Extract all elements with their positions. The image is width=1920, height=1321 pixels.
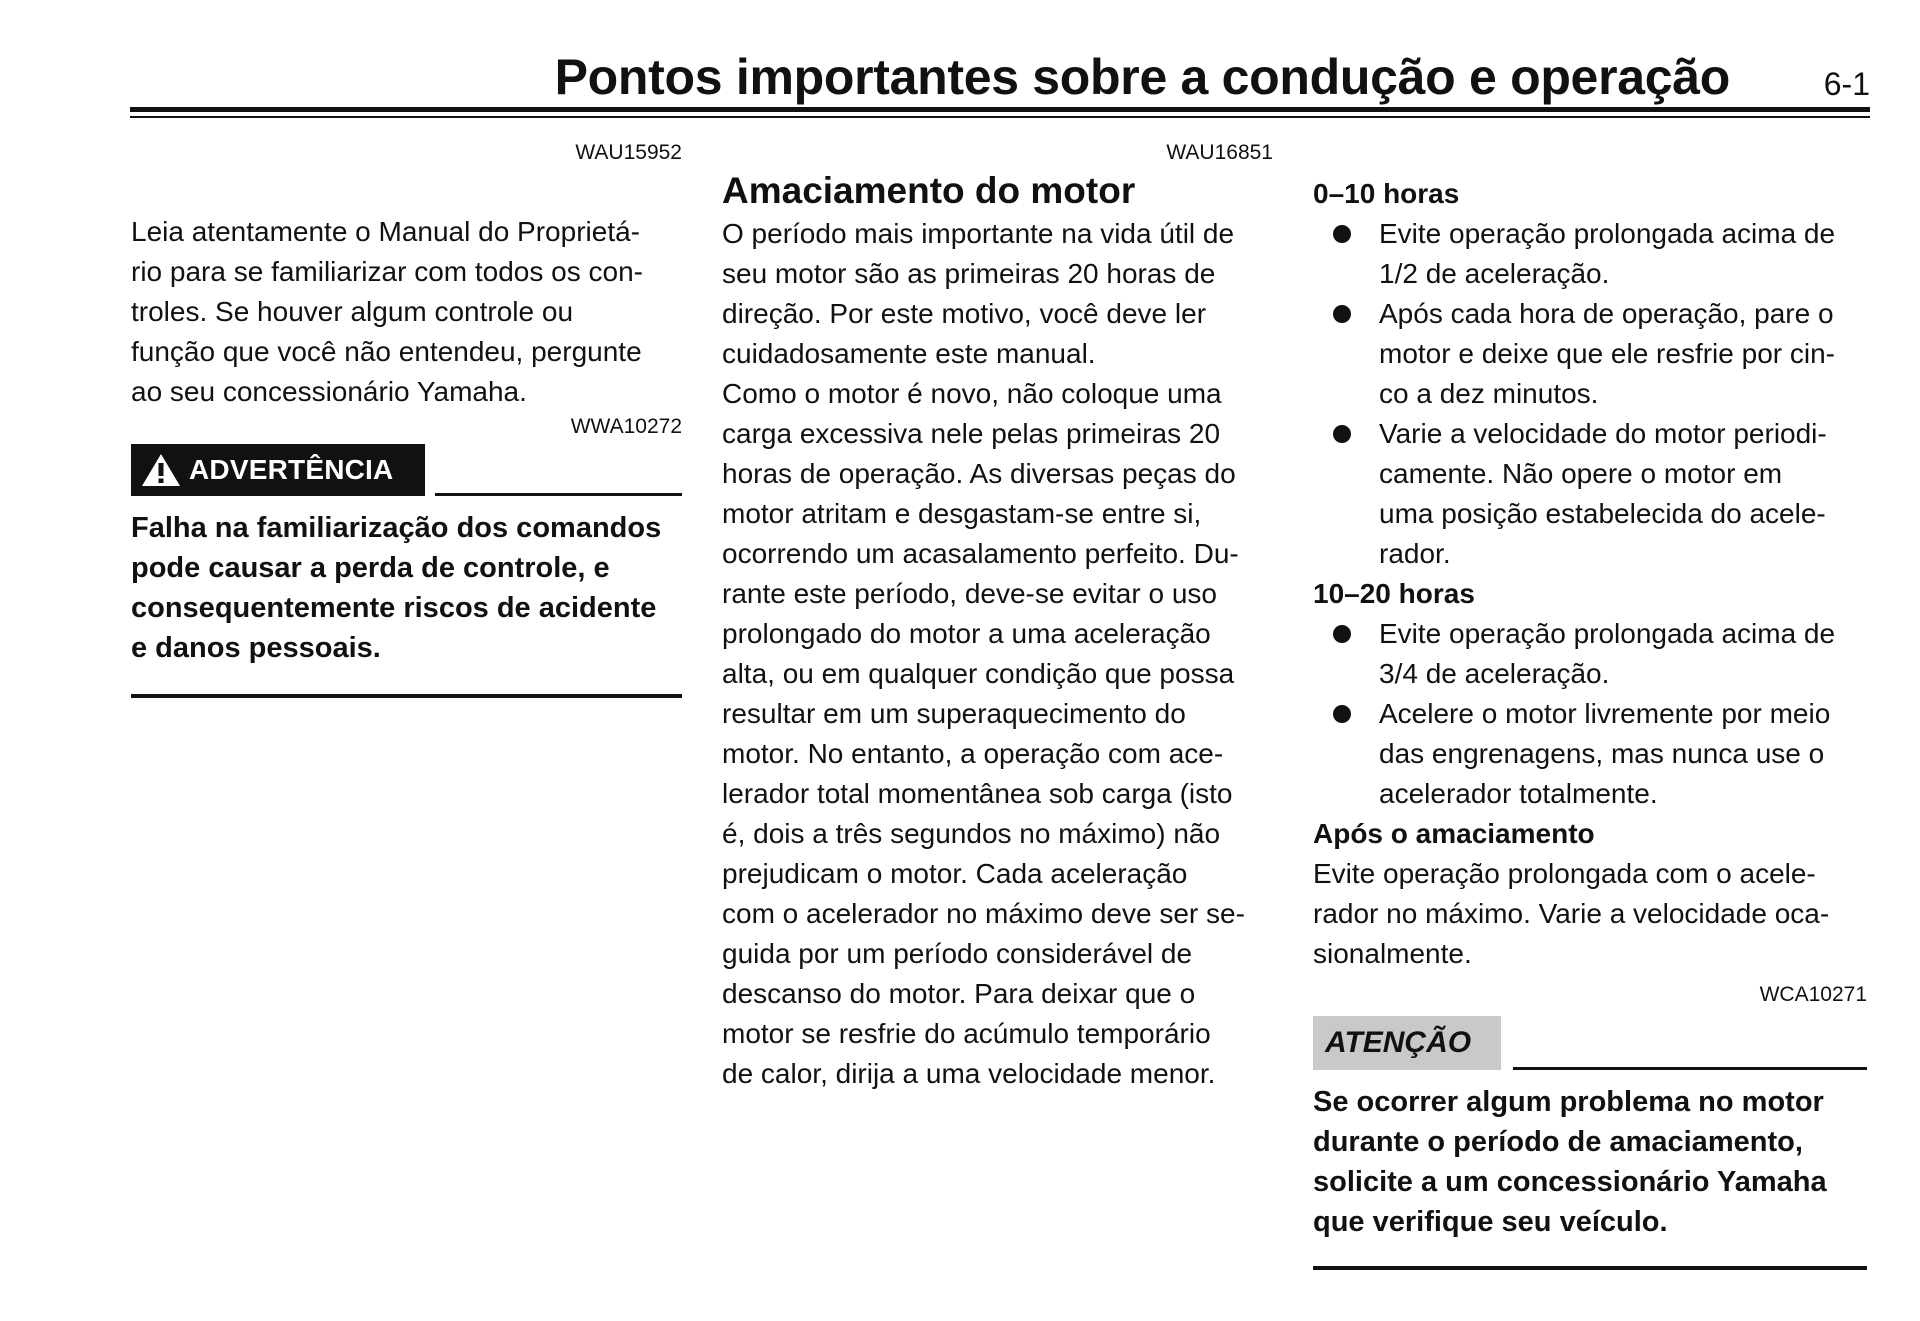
text-line: sionalmente. bbox=[1313, 938, 1472, 969]
page-title: Pontos importantes sobre a condução e operação bbox=[554, 49, 1730, 105]
reference-code: WAU15952 bbox=[575, 141, 682, 164]
text-line: motor se resfrie do acúmulo temporário bbox=[722, 1018, 1211, 1049]
attention-end-rule bbox=[1313, 1266, 1867, 1270]
text-line: Como o motor é novo, não coloque uma bbox=[722, 378, 1222, 409]
text-line: ocorrendo um acasalamento perfeito. Du- bbox=[722, 538, 1239, 569]
text-line: cuidadosamente este manual. bbox=[722, 338, 1096, 369]
text-line: rante este período, deve-se evitar o uso bbox=[722, 578, 1217, 609]
warning-end-rule bbox=[131, 694, 682, 698]
list-item bbox=[1313, 614, 1867, 694]
text-line: co a dez minutos. bbox=[1379, 378, 1599, 409]
text-line: 1/2 de aceleração. bbox=[1379, 258, 1610, 289]
bullet-list bbox=[1313, 614, 1867, 814]
text-line: alta, ou em qualquer condição que possa bbox=[722, 658, 1235, 689]
text-line: seu motor são as primeiras 20 horas de bbox=[722, 258, 1216, 289]
text-line: com o acelerador no máximo deve ser se- bbox=[722, 898, 1245, 929]
attention-label-box bbox=[1313, 1016, 1501, 1070]
text-line: camente. Não opere o motor em bbox=[1379, 458, 1783, 489]
warning-triangle-icon bbox=[141, 453, 181, 487]
text-line: uma posição estabelecida do acele- bbox=[1379, 498, 1826, 529]
text-line: Leia atentamente o Manual do Proprietá- bbox=[131, 216, 640, 247]
bullet-icon bbox=[1333, 625, 1351, 643]
text-line: que verifique seu veículo. bbox=[1313, 1206, 1668, 1238]
list-item bbox=[1313, 414, 1867, 574]
text-line: prejudicam o motor. Cada aceleração bbox=[722, 858, 1188, 889]
column-right bbox=[1313, 138, 1867, 1270]
warning-label-box bbox=[131, 444, 425, 496]
text-line: lerador total momentânea sob carga (isto bbox=[722, 778, 1233, 809]
list-item bbox=[1313, 214, 1867, 294]
text-line: Após cada hora de operação, pare o bbox=[1379, 298, 1834, 329]
page-header bbox=[130, 40, 1870, 120]
reference-code: WWA10272 bbox=[570, 415, 682, 438]
text-line: de calor, dirija a uma velocidade menor. bbox=[722, 1058, 1216, 1089]
subheading: Após o amaciamento bbox=[1313, 818, 1595, 849]
text-line: motor e deixe que ele resfrie por cin- bbox=[1379, 338, 1835, 369]
text-line: troles. Se houver algum controle ou bbox=[131, 296, 574, 327]
text-line: Falha na familiarização dos comandos bbox=[131, 512, 662, 544]
text-line: O período mais importante na vida útil de bbox=[722, 218, 1235, 249]
text-line: acelerador totalmente. bbox=[1379, 778, 1658, 809]
text-line: 3/4 de aceleração. bbox=[1379, 658, 1610, 689]
column-left bbox=[131, 138, 682, 698]
attention-rule bbox=[1513, 1067, 1867, 1070]
text-line: função que você não entendeu, pergunte bbox=[131, 336, 642, 367]
text-line: guida por um período considerável de bbox=[722, 938, 1193, 969]
text-line: prolongado do motor a uma aceleração bbox=[722, 618, 1211, 649]
header-rule-thick bbox=[130, 107, 1870, 112]
warning-header bbox=[131, 444, 682, 496]
text-line: Varie a velocidade do motor periodi- bbox=[1379, 418, 1827, 449]
reference-code: WAU16851 bbox=[1166, 141, 1273, 164]
subheading: 10–20 horas bbox=[1313, 578, 1475, 609]
text-line: descanso do motor. Para deixar que o bbox=[722, 978, 1196, 1009]
subheading: 0–10 horas bbox=[1313, 178, 1460, 209]
text-line: é, dois a três segundos no máximo) não bbox=[722, 818, 1221, 849]
text-line: Evite operação prolongada acima de bbox=[1379, 218, 1836, 249]
text-line: e danos pessoais. bbox=[131, 632, 381, 664]
bullet-icon bbox=[1333, 305, 1351, 323]
list-item bbox=[1313, 294, 1867, 414]
reference-code: WCA10271 bbox=[1759, 983, 1867, 1006]
attention-text bbox=[1313, 1082, 1867, 1242]
text-line: rador. bbox=[1379, 538, 1451, 569]
warning-label: ADVERTÊNCIA bbox=[189, 454, 394, 485]
bullet-icon bbox=[1333, 225, 1351, 243]
bullet-icon bbox=[1333, 705, 1351, 723]
attention-label: ATENÇÃO bbox=[1325, 1026, 1472, 1059]
intro-paragraph bbox=[131, 212, 682, 412]
bullet-list bbox=[1313, 214, 1867, 574]
text-line: consequentemente riscos de acidente bbox=[131, 592, 657, 624]
header-rule-thin bbox=[130, 116, 1870, 118]
text-line: Se ocorrer algum problema no motor bbox=[1313, 1086, 1824, 1118]
text-line: solicite a um concessionário Yamaha bbox=[1313, 1166, 1827, 1198]
warning-rule bbox=[435, 493, 682, 496]
text-line: Evite operação prolongada com o acele- bbox=[1313, 858, 1816, 889]
section-title: Amaciamento do motor bbox=[722, 170, 1136, 211]
text-line: rador no máximo. Varie a velocidade oca- bbox=[1313, 898, 1830, 929]
list-item bbox=[1313, 694, 1867, 814]
text-line: motor atritam e desgastam-se entre si, bbox=[722, 498, 1202, 529]
text-line: ao seu concessionário Yamaha. bbox=[131, 376, 527, 407]
body-paragraph bbox=[722, 214, 1273, 1094]
text-line: das engrenagens, mas nunca use o bbox=[1379, 738, 1825, 769]
text-line: pode causar a perda de controle, e bbox=[131, 552, 610, 584]
text-line: durante o período de amaciamento, bbox=[1313, 1126, 1803, 1158]
column-middle bbox=[722, 138, 1273, 1094]
attention-header bbox=[1313, 1016, 1867, 1070]
text-line: rio para se familiarizar com todos os con- bbox=[131, 256, 643, 287]
after-break-in-paragraph bbox=[1313, 854, 1867, 974]
text-line: resultar em um superaquecimento do bbox=[722, 698, 1186, 729]
text-line: motor. No entanto, a operação com ace- bbox=[722, 738, 1224, 769]
page-number: 6-1 bbox=[1823, 66, 1870, 102]
text-line: Evite operação prolongada acima de bbox=[1379, 618, 1836, 649]
text-line: carga excessiva nele pelas primeiras 20 bbox=[722, 418, 1221, 449]
text-line: horas de operação. As diversas peças do bbox=[722, 458, 1236, 489]
warning-text bbox=[131, 508, 682, 668]
text-line: direção. Por este motivo, você deve ler bbox=[722, 298, 1207, 329]
text-line: Acelere o motor livremente por meio bbox=[1379, 698, 1831, 729]
bullet-icon bbox=[1333, 425, 1351, 443]
